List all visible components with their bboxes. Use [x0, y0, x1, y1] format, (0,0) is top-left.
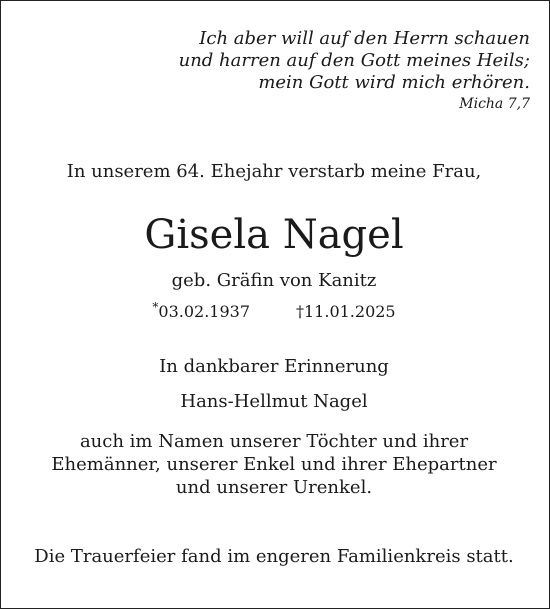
widower-name: Hans-Hellmut Nagel [180, 391, 368, 412]
family-line: und unserer Urenkel. [175, 477, 373, 498]
funeral-note: Die Trauerfeier fand im engeren Familienkreis statt. [34, 546, 514, 567]
birth-name: geb. Gräfin von Kanitz [171, 270, 377, 291]
death-date-group [296, 302, 396, 321]
family-line: Ehemänner, unserer Enkel und ihrer Ehepartner [51, 454, 497, 475]
death-symbol: † [296, 302, 304, 321]
family-text [0, 430, 548, 499]
verse-line: Ich aber will auf den Herrn schauen [199, 28, 530, 49]
memory-text: In dankbarer Erinnerung [159, 356, 389, 377]
birth-date: 03.02.1937 [158, 302, 250, 321]
verse-line: und harren auf den Gott meines Heils; [178, 50, 530, 71]
birth-date-group [152, 302, 250, 321]
verse-line: mein Gott wird mich erhören. [258, 72, 530, 93]
deceased-name: Gisela Nagel [144, 212, 404, 258]
birth-symbol: * [152, 300, 159, 314]
verse-reference: Micha 7,7 [459, 96, 530, 112]
bible-verse [179, 28, 530, 114]
intro-text: In unserem 64. Ehejahr verstarb meine Frau, [66, 161, 482, 182]
life-dates [0, 302, 548, 321]
family-line: auch im Namen unserer Töchter und ihrer [79, 431, 469, 452]
death-date: 11.01.2025 [304, 302, 396, 321]
